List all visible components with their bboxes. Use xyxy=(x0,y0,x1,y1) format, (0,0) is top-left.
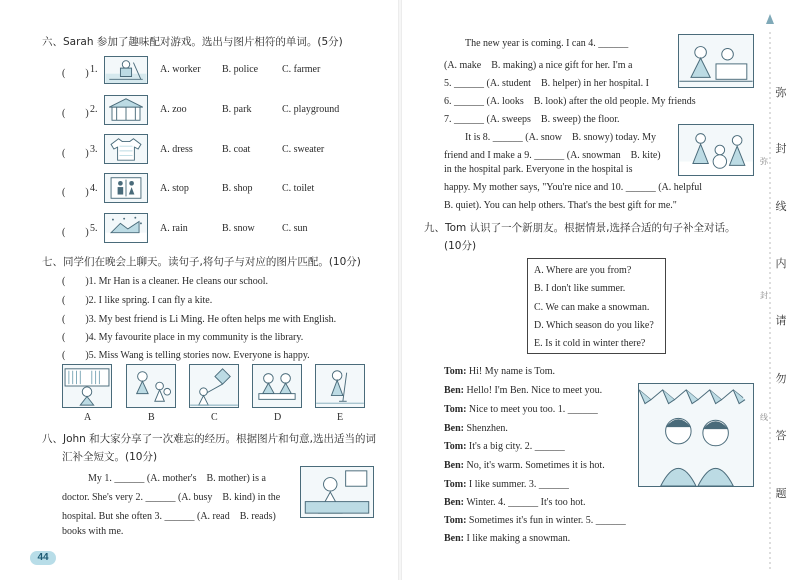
speaker: Ben: xyxy=(444,497,464,508)
section6-title: 六、Sarah 参加了趣味配对游戏。选出与图片相符的单词。(5分) xyxy=(42,36,343,48)
option-sentence: A. Where are you from? xyxy=(534,265,632,276)
option-c: C. sweater xyxy=(282,144,325,155)
passage-line: 5. ______ (A. student B. helper) in her hospital. I xyxy=(444,78,649,89)
book-spine xyxy=(398,0,402,580)
option-sentence: B. I don't like summer. xyxy=(534,283,626,294)
dialog-line: No, it's warm. Sometimes it is hot. xyxy=(466,460,605,471)
passage-line: My 1. ______ (A. mother's B. mother) is a xyxy=(88,473,266,484)
item-number: 1. xyxy=(90,64,98,75)
item-number: 3. xyxy=(90,144,98,155)
section7-title: 七、同学们在晚会上聊天。读句子,将句子与对应的图片匹配。(10分) xyxy=(42,256,361,268)
dialog-line: Hi! My name is Tom. xyxy=(468,366,555,377)
section9-title-line1: 九、Tom 认识了一个新朋友。根据情景,选择合适的句子补全对话。 xyxy=(424,222,736,234)
sweater-picture xyxy=(104,134,148,164)
matching-sentence: ( )3. My best friend is Li Ming. He often helps me with English. xyxy=(62,314,337,325)
margin-char: 勿 xyxy=(775,372,787,385)
margin-char: 请 xyxy=(775,314,787,327)
zoo-picture xyxy=(104,95,148,125)
passage-line: B. quiet). You can help others. That's the best gift for me." xyxy=(444,200,677,211)
picture-label: B xyxy=(148,412,155,423)
dialog-line: Hello! I'm Ben. Nice to meet you. xyxy=(466,385,603,396)
speaker: Ben: xyxy=(444,533,464,544)
option-c: C. sun xyxy=(282,223,308,234)
answer-paren[interactable]: ( ) xyxy=(62,108,89,119)
option-a: A. stop xyxy=(160,183,189,194)
option-a: A. rain xyxy=(160,223,188,234)
option-a: A. dress xyxy=(160,144,193,155)
friends-studying-picture xyxy=(252,364,302,408)
item-number: 4. xyxy=(90,183,98,194)
toilet-sign-picture xyxy=(104,173,148,203)
option-b: B. police xyxy=(222,64,259,75)
margin-small-char: 封 xyxy=(760,291,768,300)
speaker: Tom: xyxy=(444,366,467,377)
passage-line: hospital. But she often 3. ______ (A. read B. reads) xyxy=(62,511,276,522)
picture-label: C xyxy=(211,412,218,423)
picture-label: A xyxy=(84,412,92,423)
margin-char: 题 xyxy=(775,487,787,500)
snow-picture xyxy=(104,213,148,243)
kite-picture xyxy=(189,364,239,408)
picture-label: D xyxy=(274,412,282,423)
matching-sentence: ( )2. I like spring. I can fly a kite. xyxy=(62,295,213,306)
passage-line: books with me. xyxy=(62,526,124,537)
passage-line: (A. make B. making) a nice gift for her. I'm a xyxy=(444,60,633,71)
margin-small-char: 弥 xyxy=(760,157,768,166)
picture-label: E xyxy=(337,412,344,423)
section8-title-line2: 汇补全短文。(10分) xyxy=(62,451,158,463)
passage-line: friend and I make a 9. ______ (A. snowman B. kite) xyxy=(444,150,661,161)
option-c: C. toilet xyxy=(282,183,315,194)
speaker: Tom: xyxy=(444,404,467,415)
farmer-picture xyxy=(104,56,148,84)
hospital-helper-picture xyxy=(678,34,754,88)
library-picture xyxy=(62,364,112,408)
storytelling-picture xyxy=(126,364,176,408)
passage-line: doctor. She's very 2. ______ (A. busy B. kind) in the xyxy=(62,492,281,503)
matching-sentence: ( )4. My favourite place in my community is the library. xyxy=(62,332,304,343)
matching-sentence: ( )5. Miss Wang is telling stories now. Everyone is happy. xyxy=(62,350,310,361)
margin-char: 线 xyxy=(775,200,787,213)
margin-char: 封 xyxy=(775,142,787,155)
option-c: C. playground xyxy=(282,104,340,115)
matching-sentence: ( )1. Mr Han is a cleaner. He cleans our school. xyxy=(62,276,269,287)
speaker: Tom: xyxy=(444,515,467,526)
margin-char: 弥 xyxy=(775,86,787,99)
answer-paren[interactable]: ( ) xyxy=(62,68,89,79)
option-b: B. snow xyxy=(222,223,255,234)
option-b: B. park xyxy=(222,104,252,115)
margin-char: 内 xyxy=(775,257,787,270)
cleaner-picture xyxy=(315,364,365,408)
doctor-mother-picture xyxy=(300,466,374,518)
option-c: C. farmer xyxy=(282,64,321,75)
dialog-line: I like summer. 3. ______ xyxy=(468,479,569,490)
passage-line: It is 8. ______ (A. snow B. snowy) today. My xyxy=(465,132,657,143)
passage-line: 7. ______ (A. sweeps B. sweep) the floor. xyxy=(444,114,620,125)
page-number: 44 xyxy=(30,551,56,565)
answer-paren[interactable]: ( ) xyxy=(62,187,89,198)
item-number: 5. xyxy=(90,223,98,234)
dialog-line: Winter. 4. ______ It's too hot. xyxy=(466,497,586,508)
passage-line: The new year is coming. I can 4. ______ xyxy=(465,38,629,49)
speaker: Tom: xyxy=(444,441,467,452)
option-a: A. zoo xyxy=(160,104,187,115)
section8-title-line1: 八、John 和大家分享了一次难忘的经历。根据图片和句意,选出适当的词 xyxy=(42,433,377,445)
tom-ben-picture xyxy=(638,383,754,487)
answer-paren[interactable]: ( ) xyxy=(62,227,89,238)
section9-title-line2: (10分) xyxy=(444,240,477,252)
margin-small-char: 线 xyxy=(760,413,768,422)
speaker: Ben: xyxy=(444,423,464,434)
option-a: A. worker xyxy=(160,64,201,75)
option-b: B. shop xyxy=(222,183,253,194)
snowman-picture xyxy=(678,124,754,176)
option-sentence: D. Which season do you like? xyxy=(534,320,654,331)
option-sentence: E. Is it cold in winter there? xyxy=(534,338,646,349)
passage-line: in the hospital park. Everyone in the hospital is xyxy=(444,164,633,175)
passage-line: 6. ______ (A. looks B. look) after the old people. My friends xyxy=(444,96,696,107)
answer-paren[interactable]: ( ) xyxy=(62,148,89,159)
option-sentence: C. We can make a snowman. xyxy=(534,302,650,313)
item-number: 2. xyxy=(90,104,98,115)
speaker: Ben: xyxy=(444,460,464,471)
passage-line: happy. My mother says, "You're nice and 10. ______ (A. helpful xyxy=(444,182,703,193)
dialog-line: Sometimes it's fun in winter. 5. ______ xyxy=(468,515,626,526)
margin-char: 答 xyxy=(775,429,787,442)
option-b: B. coat xyxy=(222,144,251,155)
dialog-line: Nice to meet you too. 1. ______ xyxy=(468,404,598,415)
dialog-line: It's a big city. 2. ______ xyxy=(468,441,565,452)
dialog-line: I like making a snowman. xyxy=(466,533,571,544)
dialog-line: Shenzhen. xyxy=(466,423,508,434)
speaker: Tom: xyxy=(444,479,467,490)
speaker: Ben: xyxy=(444,385,464,396)
